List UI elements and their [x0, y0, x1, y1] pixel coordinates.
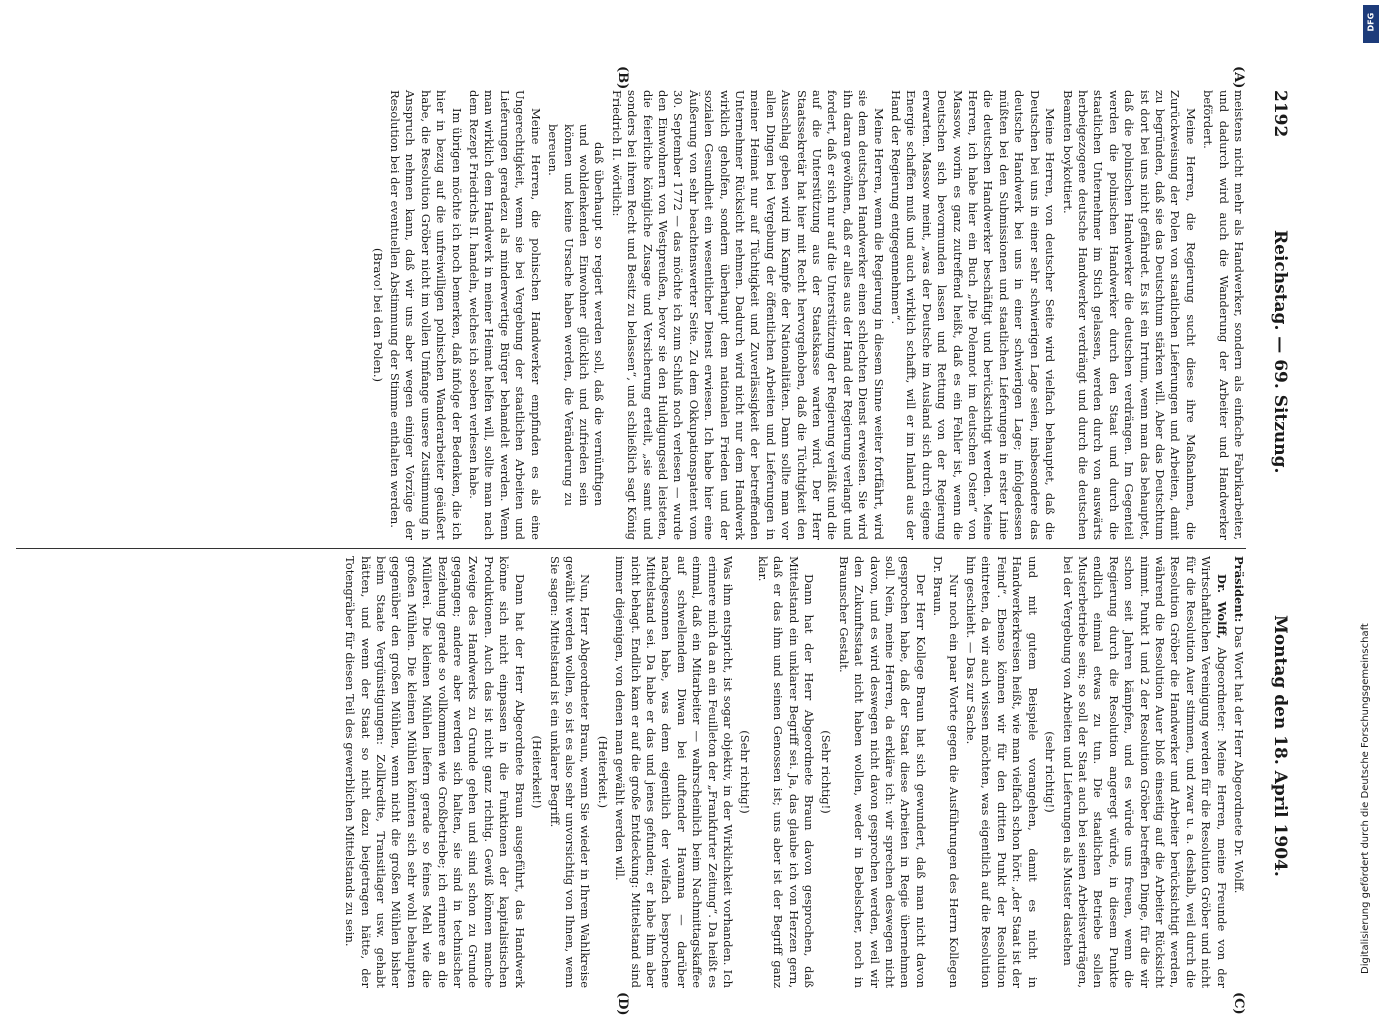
interjection: (Heiterkeit!) — [530, 735, 545, 809]
president-text: Das Wort hat der Herr Abgeordnete Dr. Wolff. — [1232, 625, 1246, 894]
speaker-name: Dr. Wolff, — [1214, 574, 1229, 639]
president-statement — [1231, 556, 1246, 988]
paragraph: Dann hat der Herr Abgeordnete Braun davon gesprochen, daß Mittelstand ein unklarer Begriff sei. Ja, das glaube ich von Herzen gern, daß er das ihm und seinen Genossen ist; uns aber ist der Begriff ganz klar. — [755, 556, 817, 988]
page-number: 2192 — [1270, 90, 1290, 138]
interjection: (Sehr richtig!) — [819, 730, 834, 814]
speaker-intro — [1059, 556, 1228, 988]
interjection: (Sehr richtig!) — [738, 730, 753, 814]
paragraph: Im übrigen möchte ich noch bemerken, daß infolge der Bedenken, die ich hier in bezug auf die unfreiwilligen polnischen Wanderarbeiter geäußert habe, die Resolution Gröber nicht im vollen Umfange unsere Zustimmung in Anspruch nehmen kann, daß wir uns aber wegen einiger Vorzüge der Resolution bei der eventuellen Abstimmung der Stimme enthalten werden. — [388, 90, 464, 540]
paragraph: Dann hat der Herr Abgeordnete Braun ausgeführt, das Handwerk könne sich nicht einpassen in die Funktionen der kapitalistischen Produktionen. Auch das ist nicht ganz richtig. Gewiß können manche Zweige des Handwerks zu Grunde gehen und sind schon zu Grunde gegangen; andere aber werden sich halten, sie sind in technischer Beziehung gerade so vollkommen wie Großbetriebe; ich erinnere an die Müllerei. Die kleinen Mühlen liefern gerade so feines Mehl wie die großen Mühlen. Die kleinen Mühlen könnten sich sehr wohl behaupten gegenüber den großen Mühlen, wenn nicht die großen Mühlen bisher beim Staate Vergünstigungen: Zollkredite, Transitlager usw. gehabt hätten, und wenn der Staat so nicht dazu beigetragen hätte, der Totengräber für diesen Teil des gewerblichen Mittelstands zu sein. — [343, 556, 527, 988]
interjection: (Heiterkeit.) — [595, 735, 610, 809]
paragraph: Meine Herren, die polnischen Handwerker empfinden es als eine Ungerechtigkeit, wenn sie bei Vergebung der staatlichen Arbeiten und Lieferungen geradezu als minderwertige Bürger behandelt werden. Wenn man wirklich dem Handwerk in meiner Heimat helfen will, sollte man nach dem Rezept Friedrichs II. handeln, welches ich soeben verlesen habe. — [467, 90, 543, 540]
digitization-credit — [1360, 14, 1380, 974]
page-header — [1260, 0, 1290, 1000]
paragraph: und mit gutem Beispiele vorangehen, damit es nicht in Handwerkerkreisen heißt, wie man vielfach schon hört: „der Staat ist der Feind“. Ebenso können wir für den dritten Punkt der Resolution eintreten, da wir auch wissen möchten, was eigentlich auf die Resolution hin geschieht. — Das zur Sache. — [964, 556, 1040, 988]
interjection: (Bravo! bei den Polen.) — [370, 248, 385, 382]
paragraph: Nur noch ein paar Worte gegen die Ausführungen des Herrn Kollegen Dr. Braun. — [931, 556, 961, 988]
speaker-label: Präsident: — [1232, 556, 1246, 623]
interjection: (sehr richtig!) — [1043, 731, 1058, 813]
page-date: Montag den 18. April 1904. — [1270, 615, 1290, 877]
paragraph: Meine Herren, von deutscher Seite wird vielfach behauptet, daß die Deutschen bei uns in einer sehr schwierigen Lage seien, insbesondere das deutsche Handwerk bei uns in einer schwierigen Lage; infolgedessen müßten bei den Submissionen und staatlichen Lieferungen in erster Linie die deutschen Handwerker beschäftigt und berücksichtigt werden. Meine Herren, ich habe hier ein Buch „Die Polennot im deutschen Osten“ von Massow, worin es ganz zutreffend heißt, daß es ein Fehler ist, wenn die Deutschen sich bevormunden lassen und Rettung von der Regierung erwarten. Massow meint, „was der Deutsche im Ausland sich durch eigene Energie schaffen muß und auch wirklich schafft, will er im Inland aus der Hand der Regierung entgegennehmen“. — [889, 90, 1058, 540]
paragraph: Der Herr Kollege Braun hat sich gewundert, daß man nicht davon gesprochen habe, daß der Staat diese Arbeiten in Regie übernehmen soll. Nein, meine Herren, da erkläre ich: wir sprechen deswegen nicht davon, und es wird deswegen nicht davon gesprochen werden, weil wir den Zukunftsstaat nicht haben wollen, weder in Bebelscher, noch in Braunscher Gestalt. — [836, 556, 928, 988]
margin-marker-c: (C) — [1231, 992, 1246, 1015]
paragraph: Nun, Herr Abgeordneter Braun, wenn Sie wieder in Ihrem Wahlkreise gewählt werden wollen, so ist es also sehr unvorsichtig von Ihnen, wenn Sie sagen: Mittelstand ist ein unklarer Begriff. — [547, 556, 593, 988]
paragraph: Was ihm entspricht, ist sogar objektiv, in der Wirklichkeit vorhanden. Ich erinnere mich da an ein Feuilleton der „Frankfurter Zeitung“. Da heißt es einmal, daß ein Mitarbeiter — wahrscheinlich beim Nachmittagskaffee auf schwellendem Diwan bei duftender Havanna — darüber nachgesonnen habe, was denn eigentlich der vielfach besprochene Mittelstand sei. Da habe er das und jenes gefunden; er habe ihm aber nicht behagt. Endlich kam er auf die große Entdeckung: Mittelstand sind immer diejenigen, von denen man gewählt werden will. — [613, 556, 735, 988]
left-column — [367, 90, 1246, 540]
paragraph: Meine Herren, wenn die Regierung in diesem Sinne weiter fortfährt, wird sie dem deutschen Handwerker einen schlechten Dienst erweisen. Sie wird ihn daran gewöhnen, daß er alles aus der Hand der Regierung verlangt und fordert, daß er sich nur auf die Unterstützung der Regierung verläßt und die auf die Unterstützung aus der Staatskasse warten wird. Der Herr Staatssekretär hat hier mit Recht hervorgehoben, daß die Tüchtigkeit den Ausschlag geben wird im Kampfe der Nationalitäten. Dann sollte man vor allen Dingen bei Vergebung der öffentlichen Arbeiten und Lieferungen in meiner Heimat nur auf Tüchtigkeit und Zuverlässigkeit der betreffenden Unternehmer Rücksicht nehmen. Dadurch wird nicht nur dem Handwerk wirklich geholfen, sondern überhaupt dem nationalen Frieden und der sozialen Gesundheit ein wesentlicher Dienst erwiesen. Ich habe hier eine Äußerung von sehr beachtenswerter Seite. Zu dem Okkupationspatent vom 30. September 1772 — das möchte ich zum Schluß noch verlesen — wurde den Einwohnern von Westpreußen, bevor sie den Huldigungseid leisteten, die feierliche königliche Zusage und Versicherung erteilt, „sie samt und sonders bei ihrem Recht und Besitz zu belassen“, und schließlich sagt König Friedrich II. wörtlich: — [609, 90, 886, 540]
credit-text: Digitalisierung gefördert durch die Deutsche Forschungsgemeinschaft — [1360, 623, 1371, 974]
page-title: Reichstag. — 69. Sitzung. — [1270, 230, 1290, 474]
speech-text: Meine Herren, meine Freunde von der Wirtschaftlichen Vereinigung werden für die Resolution Gröber und nicht für die Resolution Auer stimmen, und zwar u. a. deshalb, weil durch die Resolution Gröber die Handwerker und Arbeiter berücksichtigt werden, während die Resolution Auer bloß einseitig auf die Arbeiter Rücksicht nimmt. Punkt 1 und 2 der Resolution Gröber betreffen Dinge, für die wir schon seit Jahren kämpfen, und es würde uns freuen, wenn die Regierung durch die Resolution angeregt würde, in diesem Punkte endlich einmal etwas zu tun. Die staatlichen Betriebe sollen Musterbetriebe sein; so soll der Staat auch bei seinen Arbeitsverträgen, bei der Vergebung von Arbeiten und Lieferungen als Muster dastehen — [1060, 556, 1229, 989]
quotation: daß überhaupt so regiert werden soll, daß die vernünftigen und wohldenkenden Einwohner glücklich und zufrieden sein können und keine Ursache haben werden, die Veränderung zu bereuen. — [546, 124, 607, 506]
paragraph: meistens nicht mehr als Handwerker, sondern als einfache Fabrikarbeiter, und dadurch wird auch die Wanderung der Arbeiter und Handwerker befördert. — [1201, 90, 1246, 540]
margin-marker-a: (A) — [1231, 66, 1246, 89]
dfg-logo-icon: DFG — [1363, 5, 1379, 43]
margin-marker-d: (D) — [615, 992, 630, 1016]
right-column — [340, 556, 1246, 988]
speaker-role: Abgeordneter: — [1214, 647, 1229, 732]
paragraph: Meine Herren, die Regierung sucht diese ihre Maßnahmen, die Zurückweisung der Polen von staatlichen Lieferungen und Arbeiten, damit zu begründen, daß sie das Deutschtum stärken will. Aber das Deutschtum ist dort bei uns nicht gefährdet. Es ist ein Irrtum, wenn man das behauptet, daß die polnischen Handwerker die deutschen verdrängen. Im Gegenteil werden die polnischen Handwerker durch den Staat und durch die staatlichen Unternehmer im Stich gelassen, werden durch von auswärts herbeigezogene deutsche Handwerker verdrängt und durch die deutschen Beamten boykottiert. — [1060, 90, 1198, 540]
column-divider — [16, 548, 1246, 549]
margin-marker-b: (B) — [615, 66, 630, 90]
